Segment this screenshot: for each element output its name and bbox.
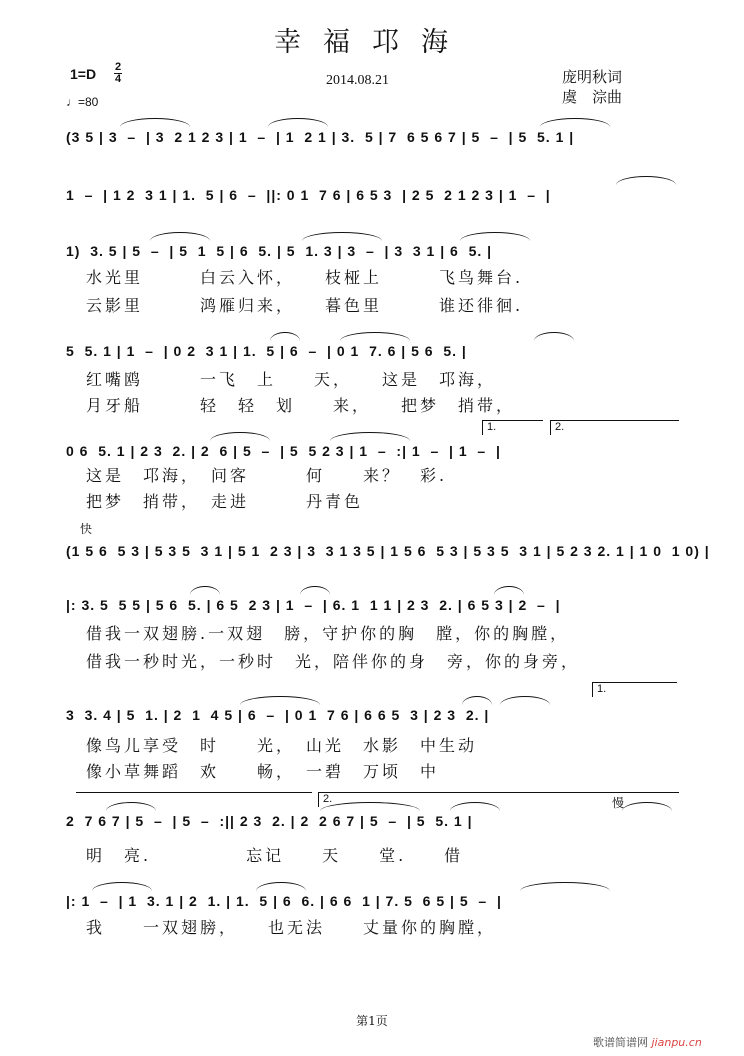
notation-line-10: |: 1 – | 1 3. 1 | 2 1. | 1. 5 | 6 6. | 6 6 1 | 7. 5 6 5 | 5 – |	[66, 893, 502, 909]
slur	[300, 586, 330, 595]
lyric-line: 这是 邛海， 问客 何 来？ 彩.	[86, 466, 448, 485]
notation-line-6: (1 5 6 5 3 | 5 3 5 3 1 | 5 1 2 3 | 3 3 1 3 5 | 1 5 6 5 3 | 5 3 5 3 1 | 5 2 3 2. 1 | 1 0 1 0) |	[66, 543, 710, 559]
slur	[302, 232, 382, 241]
volta-bracket-2: 2.	[318, 792, 679, 807]
tempo-change-slow: 慢	[612, 796, 625, 810]
notation-line-3: 1) 3. 5 | 5 – | 5 1 5 | 6 5. | 5 1. 3 | 3 – | 3 3 1 | 6 5. |	[66, 243, 493, 259]
notation-line-8: 3 3. 4 | 5 1. | 2 1 4 5 | 6 – | 0 1 7 6 | 6 6 5 3 | 2 3 2. |	[66, 707, 490, 723]
song-title: 幸福邛海	[274, 27, 470, 58]
volta-bracket-1: 1.	[482, 420, 543, 435]
tempo-change-fast: 快	[80, 522, 93, 536]
slur	[190, 586, 220, 595]
notation-line-5: 0 6 5. 1 | 2 3 2. | 2 6 | 5 – | 5 5 2 3 | 1 – :| 1 – | 1 – |	[66, 443, 501, 459]
slur	[520, 882, 610, 891]
slur	[330, 432, 410, 441]
composition-date: 2014.08.21	[326, 73, 389, 88]
lyric-line: 像鸟儿享受 时 光， 山光 水影 中生动	[86, 736, 478, 755]
slur	[270, 332, 300, 341]
slur	[616, 176, 676, 185]
slur	[150, 232, 210, 241]
slur	[460, 232, 530, 241]
page-number: 第1页	[356, 1014, 388, 1028]
lyric-line: 云影里 鸿雁归来， 暮色里 谁还徘徊.	[86, 296, 524, 315]
key-signature: 1=D	[70, 66, 97, 82]
slur	[268, 118, 328, 127]
notation-line-9: 2 7 6 7 | 5 – | 5 – :|| 2 3 2. | 2 2 6 7 | 5 – | 5 5. 1 |	[66, 813, 473, 829]
slur	[462, 696, 492, 705]
slur	[540, 118, 610, 127]
tempo-marking: ♩=80	[66, 95, 99, 109]
time-signature	[114, 62, 122, 85]
lyric-line: 月牙船 轻 轻 划 来， 把梦 捎带，	[86, 396, 516, 415]
lyric-line: 借我一双翅膀.一双翅 膀，守护你的胸 膛，你的胸膛，	[86, 624, 570, 643]
watermark	[593, 1034, 702, 1050]
meter-bottom: 4	[115, 73, 122, 85]
volta-bracket-1: 1.	[592, 682, 677, 697]
slur	[534, 332, 574, 341]
watermark-text: 歌谱简谱网	[593, 1036, 648, 1049]
notation-line-7: |: 3. 5 5 5 | 5 6 5. | 6 5 2 3 | 1 – | 6. 1 1 1 | 2 3 2. | 6 5 3 | 2 – |	[66, 597, 561, 613]
volta-bracket-2: 2.	[550, 420, 679, 435]
lyric-line: 明 亮. 忘记 天 堂. 借	[86, 846, 464, 865]
slur	[120, 118, 190, 127]
meter-top: 2	[115, 61, 122, 73]
lyric-line: 水光里 白云入怀， 枝桠上 飞鸟舞台.	[86, 268, 524, 287]
notation-line-4: 5 5. 1 | 1 – | 0 2 3 1 | 1. 5 | 6 – | 0 1 7. 6 | 5 6 5. |	[66, 343, 467, 359]
notation-line-1: (3 5 | 3 – | 3 2 1 2 3 | 1 – | 1 2 1 | 3. 5 | 7 6 5 6 7 | 5 – | 5 5. 1 |	[66, 129, 575, 145]
slur	[210, 432, 270, 441]
slur	[500, 696, 550, 705]
slur	[256, 882, 306, 891]
composer-credit: 虞 淙曲	[562, 88, 623, 106]
slur	[340, 332, 410, 341]
lyric-line: 红嘴鸥 一飞 上 天， 这是 邛海，	[86, 370, 497, 389]
slur	[92, 882, 152, 891]
lyric-line: 借我一秒时光，一秒时 光，陪伴你的身 旁，你的身旁，	[86, 652, 581, 671]
notation-line-2: 1 – | 1 2 3 1 | 1. 5 | 6 – ||: 0 1 7 6 | 6 5 3 | 2 5 2 1 2 3 | 1 – |	[66, 187, 551, 203]
slur	[240, 696, 320, 705]
lyric-line: 像小草舞蹈 欢 畅， 一碧 万顷 中	[86, 762, 440, 781]
watermark-site: jianpu.cn	[651, 1036, 702, 1049]
lyric-line: 把梦 捎带， 走进 丹青色	[86, 492, 364, 511]
lyricist-credit: 庞明秋词	[562, 68, 623, 86]
lyric-line: 我 一双翅膀， 也无法 丈量你的胸膛，	[86, 918, 497, 937]
slur	[494, 586, 524, 595]
